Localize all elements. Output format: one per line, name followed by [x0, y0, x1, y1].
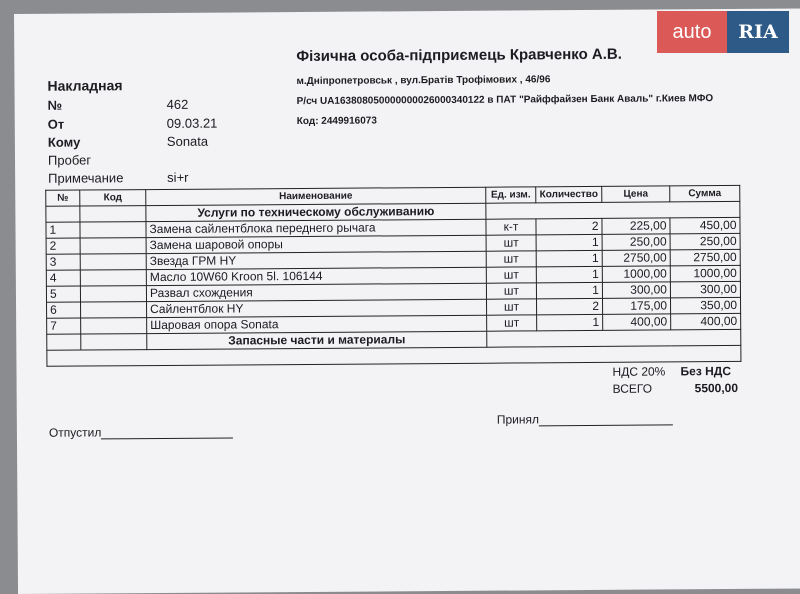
header-sum: Сумма — [670, 185, 740, 201]
row-sum: 450,00 — [670, 217, 740, 233]
note-label: Примечание — [48, 170, 124, 186]
seller-account: Р/сч UA163808050000000026000340122 в ПАТ "Райффайзен Банк Аваль" г.Киев МФО — [296, 93, 714, 108]
row-sum: 300,00 — [670, 281, 740, 297]
row-number: 7 — [47, 318, 81, 334]
invoice-paper — [14, 8, 800, 594]
doc-to: Sonata — [166, 133, 209, 149]
row-number: 3 — [46, 254, 80, 270]
header-name: Наименование — [146, 187, 486, 205]
row-unit: шт — [486, 283, 536, 299]
header-number: № — [46, 190, 80, 206]
row-qty: 1 — [537, 314, 603, 330]
row-sum: 1000,00 — [670, 265, 740, 281]
row-price: 225,00 — [602, 218, 670, 234]
date-label: От — [47, 116, 65, 132]
row-unit: шт — [486, 251, 536, 267]
section-services: Услуги по техническому обслуживанию — [146, 203, 486, 221]
to-label: Кому — [47, 134, 81, 150]
total-label: ВСЕГО — [612, 381, 653, 396]
row-unit: к-т — [486, 219, 536, 235]
doc-number: 462 — [166, 96, 189, 112]
section-parts: Запасные части и материалы — [147, 331, 487, 349]
row-code — [80, 254, 146, 270]
row-price: 1000,00 — [602, 266, 670, 282]
row-number: 6 — [47, 302, 81, 318]
row-price: 300,00 — [602, 282, 670, 298]
logo-ria-text: RIA — [727, 11, 789, 53]
header-code: Код — [80, 190, 146, 206]
doc-date: 09.03.21 — [166, 115, 218, 131]
released-signature — [49, 424, 233, 439]
row-number: 5 — [46, 286, 80, 302]
row-number: 2 — [46, 238, 80, 254]
released-signature-line — [101, 425, 233, 439]
row-code — [81, 302, 147, 318]
auto-ria-watermark-logo — [657, 11, 789, 53]
received-label: Принял — [496, 412, 540, 427]
row-name: Развал схождения — [146, 283, 486, 301]
number-label: № — [47, 97, 63, 113]
row-code — [80, 286, 146, 302]
row-price: 250,00 — [602, 234, 670, 250]
doc-note: si+r — [167, 169, 189, 185]
row-number: 1 — [46, 222, 80, 238]
received-signature-line — [539, 412, 673, 426]
row-unit: шт — [487, 315, 537, 331]
row-qty: 1 — [536, 266, 602, 282]
row-code — [81, 318, 147, 334]
row-code — [80, 222, 146, 238]
row-price: 175,00 — [602, 298, 670, 314]
received-signature — [497, 411, 673, 426]
row-name: Шаровая опора Sonata — [147, 315, 487, 333]
logo-auto-text: auto — [657, 11, 727, 53]
items-table — [45, 185, 741, 367]
doc-title: Накладная — [47, 77, 123, 94]
mileage-label: Пробег — [47, 152, 92, 168]
row-name: Замена шаровой опоры — [146, 235, 486, 253]
vat-label: НДС 20% — [612, 364, 666, 379]
row-price: 400,00 — [603, 314, 671, 330]
row-qty: 1 — [536, 250, 602, 266]
row-sum: 350,00 — [670, 297, 740, 313]
row-sum: 400,00 — [671, 313, 741, 329]
row-number: 4 — [46, 270, 80, 286]
total-value: 5500,00 — [694, 380, 739, 396]
row-code — [80, 238, 146, 254]
row-qty: 2 — [537, 298, 603, 314]
table-row-empty — [47, 345, 741, 366]
seller-title: Фізична особа-підприємець Кравченко А.В. — [296, 45, 622, 66]
row-code — [80, 270, 146, 286]
header-unit: Ед. изм. — [486, 187, 536, 203]
header-qty: Количество — [536, 186, 602, 202]
row-unit: шт — [486, 267, 536, 283]
row-qty: 1 — [536, 282, 602, 298]
vat-value: Без НДС — [680, 364, 732, 379]
row-qty: 1 — [536, 234, 602, 250]
header-price: Цена — [602, 186, 670, 202]
seller-code: Код: 2449916073 — [296, 115, 377, 128]
row-name: Замена сайлентблока переднего рычага — [146, 219, 486, 237]
row-sum: 250,00 — [670, 233, 740, 249]
row-name: Сайлентблок HY — [147, 299, 487, 317]
row-price: 2750,00 — [602, 250, 670, 266]
row-name: Масло 10W60 Kroon 5l. 106144 — [146, 267, 486, 285]
row-unit: шт — [487, 299, 537, 315]
row-name: Звезда ГРМ HY — [146, 251, 486, 269]
row-qty: 2 — [536, 218, 602, 234]
row-unit: шт — [486, 235, 536, 251]
released-label: Отпустил — [48, 425, 102, 440]
seller-address: м.Дніпропетровськ , вул.Братів Трофімових , 46/96 — [296, 74, 551, 88]
row-sum: 2750,00 — [670, 249, 740, 265]
